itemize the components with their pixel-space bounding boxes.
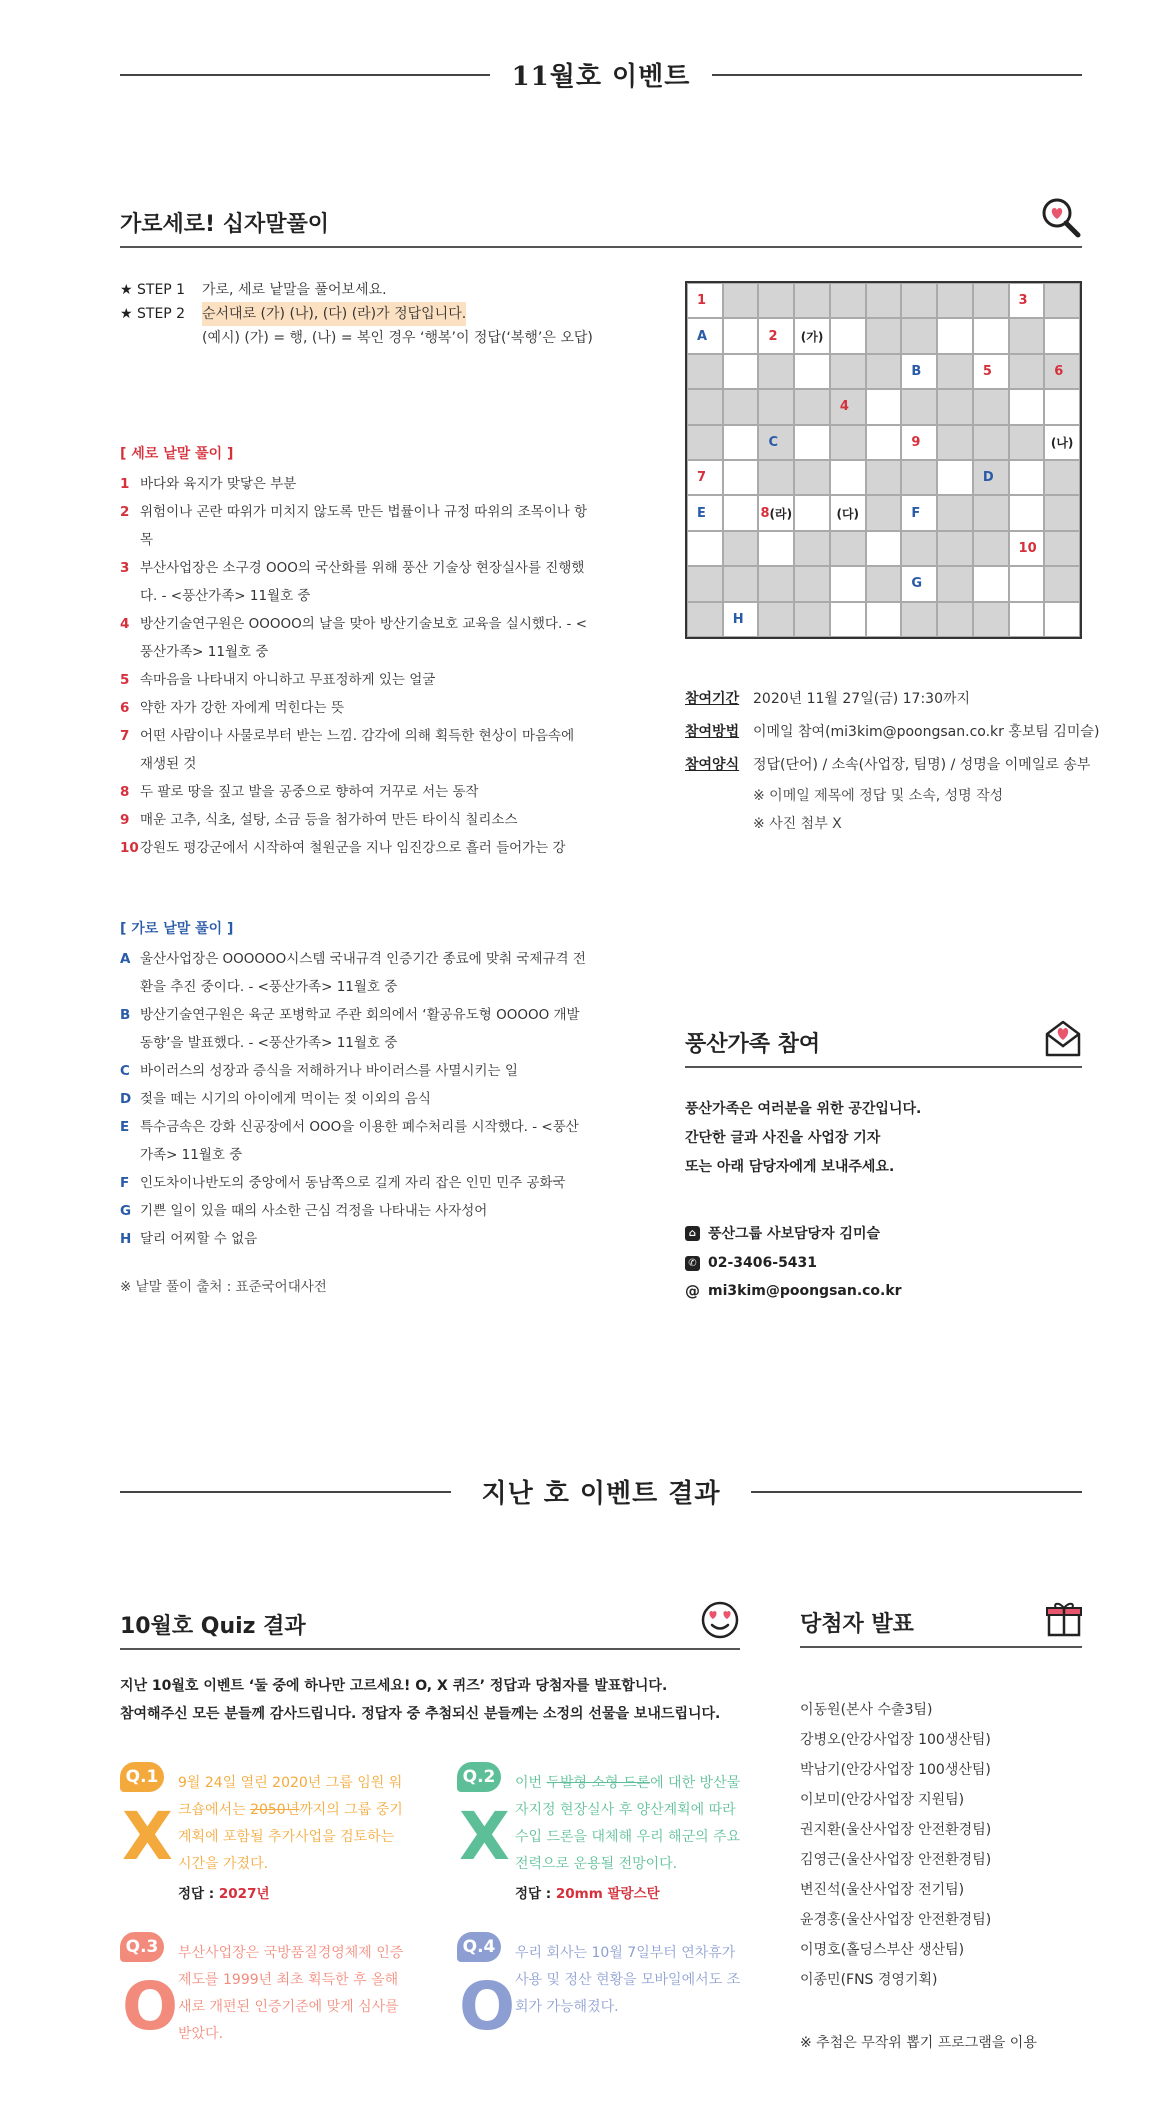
- family-heading: [685, 1018, 1082, 1068]
- november-event-title: 11월호 이벤트: [511, 62, 691, 92]
- step2-label: ★ STEP 2: [120, 306, 186, 322]
- grid-cell: [1044, 318, 1080, 353]
- vertical-clue: [120, 694, 590, 722]
- grid-label: A: [697, 328, 708, 344]
- grid-cell: [1009, 495, 1045, 530]
- q3-badge: Q.3: [120, 1932, 164, 1962]
- contact-name: 풍산그룹 사보담당자 김미슬: [708, 1226, 881, 1242]
- vertical-clue-number: 9: [120, 812, 130, 828]
- winners-title: 당첨자 발표: [800, 1612, 914, 1637]
- winner-entry: 박남기(안강사업장 100생산팀): [800, 1762, 991, 1778]
- grid-cell: [901, 354, 937, 389]
- grid-cell: [937, 283, 973, 318]
- gift-icon: [1046, 1600, 1082, 1638]
- grid-cell: [1009, 354, 1045, 389]
- grid-cell: [973, 602, 1009, 637]
- grid-label: (가): [800, 329, 824, 344]
- grid-cell: [937, 389, 973, 424]
- grid-cell: [758, 389, 794, 424]
- grid-label: F: [911, 505, 921, 521]
- grid-cell: [901, 318, 937, 353]
- grid-label: H: [732, 611, 744, 627]
- grid-cell: [1009, 460, 1045, 495]
- vertical-clue: [120, 806, 590, 834]
- grid-label: E: [697, 505, 706, 521]
- winners-note: ※ 추첨은 무작위 뽑기 프로그램을 이용: [800, 2035, 1037, 2051]
- step1-label: ★ STEP 1: [120, 282, 186, 298]
- grid-cell: [758, 460, 794, 495]
- grid-cell: [901, 460, 937, 495]
- grid-cell: [723, 425, 759, 460]
- horizontal-clue: [120, 945, 590, 1001]
- horizontal-clue: [120, 1197, 590, 1225]
- grid-cell: [687, 318, 723, 353]
- grid-cell: [794, 354, 830, 389]
- grid-cell: [830, 318, 866, 353]
- family-title: 풍산가족 참여: [685, 1032, 821, 1057]
- quiz-q3: [120, 1932, 410, 2067]
- grid-cell: [973, 318, 1009, 353]
- horizontal-clue-number: B: [120, 1007, 131, 1023]
- family-contacts: [685, 1223, 902, 1311]
- vertical-clue-text: 부산사업장은 소구경 OOO의 국산화를 위해 풍산 기술상 현장실사를 진행했다. - <풍산가족> 11월호 중: [140, 560, 585, 604]
- vertical-clue-number: 3: [120, 560, 130, 576]
- grid-cell: [687, 389, 723, 424]
- grid-cell: [937, 460, 973, 495]
- crossword-title: 가로세로! 십자말풀이: [120, 212, 329, 237]
- grid-cell: [1009, 283, 1045, 318]
- at-icon: @: [685, 1282, 700, 1300]
- grid-cell: [687, 602, 723, 637]
- q4-question: 우리 회사는 10월 7일부터 연차휴가 사용 및 정산 현황을 모바일에서도 조회가 가능해졌다.: [515, 1945, 741, 2015]
- participation-info: [685, 683, 1099, 838]
- q2-x-mark: X: [459, 1798, 510, 1875]
- vertical-clue-number: 5: [120, 672, 130, 688]
- grid-cell: [723, 495, 759, 530]
- horizontal-clue-text: 울산사업장은 OOOOOO시스템 국내규격 인증기간 종료에 맞춰 국제규격 전환을 추진 중이다. - <풍산가족> 11월호 중: [140, 951, 586, 995]
- grid-label: 10: [1018, 540, 1037, 556]
- vertical-clue-text: 매운 고추, 식초, 설탕, 소금 등을 첨가하여 만든 타이식 칠리소스: [140, 812, 518, 828]
- q3-o-mark: O: [122, 1968, 179, 2045]
- grid-label: B: [911, 363, 922, 379]
- quiz-result-intro: [120, 1672, 720, 1728]
- grid-cell: [1044, 354, 1080, 389]
- grid-cell: [901, 602, 937, 637]
- vertical-clue: [120, 498, 590, 554]
- grid-cell: [1044, 460, 1080, 495]
- grid-label: 5: [982, 363, 992, 379]
- horizontal-clue-text: 달리 어찌할 수 없음: [140, 1231, 258, 1247]
- vertical-clue-text: 강원도 평강군에서 시작하여 철원군을 지나 임진강으로 흘러 들어가는 강: [140, 840, 566, 856]
- grid-cell: [723, 460, 759, 495]
- grid-cell: [794, 389, 830, 424]
- grid-cell: [687, 425, 723, 460]
- q1-x-mark: X: [122, 1798, 173, 1875]
- contact-phone[interactable]: 02-3406-5431: [708, 1255, 818, 1271]
- horizontal-clue-text: 인도차이나반도의 중앙에서 동남쪽으로 길게 자리 잡은 인민 민주 공화국: [140, 1175, 566, 1191]
- step2-example: (예시) (가) = 행, (나) = 복인 경우 ‘행복’이 정답(‘복행’은 오답): [202, 330, 593, 346]
- grid-cell: [937, 318, 973, 353]
- quiz-q2: [457, 1762, 747, 1912]
- grid-cell: [687, 460, 723, 495]
- grid-cell: [758, 566, 794, 601]
- grid-cell: [866, 602, 902, 637]
- horizontal-clue: [120, 1169, 590, 1197]
- grid-cell: [830, 354, 866, 389]
- grid-label: 4: [839, 399, 849, 415]
- grid-cell: [830, 566, 866, 601]
- grid-cell: [794, 495, 830, 530]
- grid-cell: [1044, 531, 1080, 566]
- q3-question: 부산사업장은 국방품질경영체제 인증제도를 1999년 최초 획득한 후 올해 새로 개편된 인증기준에 맞게 심사를 받았다.: [178, 1945, 404, 2042]
- horizontal-clue-text: 젖을 떼는 시기의 아이에게 먹이는 젖 이외의 음식: [140, 1091, 431, 1107]
- grid-cell: [794, 602, 830, 637]
- quiz-q4: [457, 1932, 747, 2067]
- winner-entry: 이동원(본사 수출3팀): [800, 1702, 933, 1718]
- phone-icon: ✆: [685, 1256, 700, 1271]
- grid-label: D: [982, 470, 994, 486]
- vertical-clue: [120, 470, 590, 498]
- grid-number: 8: [760, 505, 770, 521]
- grid-cell: [937, 495, 973, 530]
- grid-cell: [901, 495, 937, 530]
- grid-cell: [1009, 425, 1045, 460]
- grid-cell: [866, 425, 902, 460]
- format-label: 참여양식: [685, 757, 740, 773]
- vertical-clue-number: 7: [120, 728, 130, 744]
- grid-cell: [794, 318, 830, 353]
- grid-cell: [723, 566, 759, 601]
- grid-cell: [937, 602, 973, 637]
- grid-cell: [866, 495, 902, 530]
- winners-heading: [800, 1600, 1082, 1648]
- horizontal-clue: [120, 1085, 590, 1113]
- grid-cell: [866, 389, 902, 424]
- vertical-clue: [120, 834, 590, 862]
- horizontal-clues: [120, 915, 590, 1253]
- grid-cell: [937, 566, 973, 601]
- horizontal-clue: [120, 1225, 590, 1253]
- contact-email[interactable]: mi3kim@poongsan.co.kr: [708, 1283, 902, 1299]
- horizontal-clues-header: [ 가로 낱말 풀이 ]: [120, 921, 234, 937]
- vertical-clue-text: 약한 자가 강한 자에게 먹힌다는 뜻: [140, 700, 345, 716]
- vertical-clue-number: 4: [120, 616, 130, 632]
- vertical-clue-number: 6: [120, 700, 130, 716]
- grid-label: 6: [1054, 363, 1064, 379]
- crossword-steps: [120, 278, 593, 350]
- grid-cell: [830, 389, 866, 424]
- grid-cell: [687, 566, 723, 601]
- grid-cell: [687, 531, 723, 566]
- grid-cell: [866, 531, 902, 566]
- quiz-result-title: 10월호 Quiz 결과: [120, 1614, 306, 1639]
- grid-cell: [1009, 531, 1045, 566]
- period-label: 참여기간: [685, 691, 740, 707]
- smile-heart-icon: [700, 1600, 740, 1640]
- winner-entry: 이종민(FNS 경영기획): [800, 1972, 938, 1988]
- horizontal-clue: [120, 1001, 590, 1057]
- grid-cell: [830, 531, 866, 566]
- grid-cell: [758, 318, 794, 353]
- grid-cell: [1044, 283, 1080, 318]
- november-event-header: [120, 56, 1082, 93]
- grid-cell: [901, 566, 937, 601]
- grid-cell: [794, 460, 830, 495]
- grid-cell: [723, 283, 759, 318]
- format-note-2: ※ 사진 첨부 X: [753, 816, 842, 832]
- family-line-1: 풍산가족은 여러분을 위한 공간입니다.: [685, 1101, 922, 1117]
- format-note-1: ※ 이메일 제목에 정답 및 소속, 성명 작성: [753, 788, 1004, 804]
- vertical-clue-text: 방산기술연구원은 OOOOO의 날을 맞아 방산기술보호 교육을 실시했다. - <풍산가족> 11월호 중: [140, 616, 587, 660]
- step2-text: 순서대로 (가) (나), (다) (라)가 정답입니다.: [202, 302, 466, 326]
- horizontal-clue-number: C: [120, 1063, 130, 1079]
- grid-label: (나): [1050, 435, 1074, 450]
- horizontal-clue-number: A: [120, 951, 131, 967]
- grid-cell: [973, 425, 1009, 460]
- grid-cell: [973, 495, 1009, 530]
- grid-cell: [937, 354, 973, 389]
- vertical-clue: [120, 610, 590, 666]
- format-value: 정답(단어) / 소속(사업장, 팀명) / 성명을 이메일로 송부: [753, 757, 1091, 773]
- grid-cell: [901, 283, 937, 318]
- grid-label: 2: [768, 328, 778, 344]
- vertical-clue-number: 1: [120, 476, 130, 492]
- vertical-clues-header: [ 세로 낱말 풀이 ]: [120, 446, 234, 462]
- vertical-clue-number: 10: [120, 840, 139, 856]
- winner-entry: 이명호(홀딩스부산 생산팀): [800, 1942, 965, 1958]
- grid-label: C: [768, 434, 778, 450]
- vertical-clue: [120, 778, 590, 806]
- winner-entry: 윤경홍(울산사업장 안전환경팀): [800, 1912, 992, 1928]
- winners-list: [800, 1695, 991, 1995]
- family-line-2: 간단한 글과 사진을 사업장 기자: [685, 1130, 881, 1146]
- q4-o-mark: O: [459, 1968, 516, 2045]
- horizontal-clue: [120, 1113, 590, 1169]
- vertical-clue-text: 위험이나 곤란 따위가 미치지 않도록 만든 법률이나 규정 따위의 조목이나 항목: [140, 504, 588, 548]
- family-line-3: 또는 아래 담당자에게 보내주세요.: [685, 1159, 895, 1175]
- quiz-q1: [120, 1762, 410, 1912]
- winner-entry: 변진석(울산사업장 전기팀): [800, 1882, 965, 1898]
- q2-badge: Q.2: [457, 1762, 501, 1792]
- q2-question: 이번 두발형 소형 드론에 대한 방산물자지정 현장실사 후 양산계획에 따라 수입 드론을 대체해 우리 해군의 주요 전력으로 운용될 전망이다.: [515, 1775, 741, 1872]
- quiz-intro-2: 참여해주신 모든 분들께 감사드립니다. 정답자 중 추첨되신 분들께는 소정의 선물을 보내드립니다.: [120, 1706, 721, 1722]
- horizontal-clue-number: E: [120, 1119, 130, 1135]
- vertical-clue-text: 속마음을 나타내지 아니하고 무표정하게 있는 얼굴: [140, 672, 436, 688]
- method-label: 참여방법: [685, 724, 740, 740]
- grid-cell: [758, 495, 794, 530]
- home-icon: ⌂: [685, 1226, 700, 1241]
- grid-cell: [937, 425, 973, 460]
- grid-cell: [723, 389, 759, 424]
- vertical-clue: [120, 554, 590, 610]
- grid-label: 7: [697, 470, 707, 486]
- grid-cell: [901, 531, 937, 566]
- grid-cell: [723, 531, 759, 566]
- period-value: 2020년 11월 27일(금) 17:30까지: [753, 691, 971, 707]
- horizontal-clue-text: 기쁜 일이 있을 때의 사소한 근심 걱정을 나타내는 사자성어: [140, 1203, 488, 1219]
- q1-badge: Q.1: [120, 1762, 164, 1792]
- grid-label: 3: [1018, 293, 1028, 309]
- grid-cell: [866, 566, 902, 601]
- grid-cell: [758, 425, 794, 460]
- search-heart-icon: [1040, 196, 1082, 238]
- grid-label: 9: [911, 434, 921, 450]
- grid-label: (다): [836, 506, 860, 521]
- grid-cell: [723, 354, 759, 389]
- grid-cell: [1009, 602, 1045, 637]
- winner-entry: 이보미(안강사업장 지원팀): [800, 1792, 965, 1808]
- grid-cell: [866, 354, 902, 389]
- grid-label: 1: [697, 293, 707, 309]
- grid-cell: [901, 425, 937, 460]
- vertical-clue-text: 바다와 육지가 맞닿은 부분: [140, 476, 297, 492]
- horizontal-clue-number: G: [120, 1203, 132, 1219]
- crossword-heading: [120, 196, 1082, 248]
- vertical-clue-text: 어떤 사람이나 사물로부터 받는 느낌. 감각에 의해 획득한 현상이 마음속에 재생된 것: [140, 728, 575, 772]
- grid-cell: [901, 389, 937, 424]
- grid-cell: [973, 283, 1009, 318]
- grid-cell: [794, 283, 830, 318]
- crossword-grid: [685, 281, 1082, 639]
- horizontal-clue-number: H: [120, 1231, 132, 1247]
- horizontal-clue-text: 방산기술연구원은 육군 포병학교 주관 회의에서 ‘활공유도형 OOOOO 개발 동향’을 발표했다. - <풍산가족> 11월호 중: [140, 1007, 580, 1051]
- grid-cell: [1009, 389, 1045, 424]
- vertical-clue-text: 두 팔로 땅을 짚고 발을 공중으로 향하여 거꾸로 서는 동작: [140, 784, 479, 800]
- grid-cell: [794, 531, 830, 566]
- horizontal-clue-number: F: [120, 1175, 130, 1191]
- grid-letter: (라): [769, 506, 793, 521]
- vertical-clue-number: 2: [120, 504, 130, 520]
- vertical-clue-number: 8: [120, 784, 130, 800]
- grid-cell: [973, 460, 1009, 495]
- grid-cell: [794, 566, 830, 601]
- vertical-clue: [120, 666, 590, 694]
- q1-answer: 정답 : 2027년: [178, 1886, 270, 1902]
- grid-cell: [723, 602, 759, 637]
- grid-cell: [973, 531, 1009, 566]
- method-value: 이메일 참여(mi3kim@poongsan.co.kr 홍보팀 김미슬): [753, 724, 1100, 740]
- step1-text: 가로, 세로 낱말을 풀어보세요.: [202, 282, 387, 298]
- grid-cell: [937, 531, 973, 566]
- grid-label: G: [911, 576, 923, 592]
- grid-cell: [758, 354, 794, 389]
- grid-cell: [830, 283, 866, 318]
- source-note: ※ 낱말 풀이 출처 : 표준국어대사전: [120, 1279, 327, 1295]
- grid-cell: [687, 354, 723, 389]
- grid-cell: [687, 283, 723, 318]
- horizontal-clue-text: 특수금속은 강화 신공장에서 OOO을 이용한 폐수처리를 시작했다. - <풍산가족> 11월호 중: [140, 1119, 579, 1163]
- grid-cell: [830, 425, 866, 460]
- grid-cell: [794, 425, 830, 460]
- grid-cell: [687, 495, 723, 530]
- horizontal-clue-number: D: [120, 1091, 132, 1107]
- grid-cell: [973, 354, 1009, 389]
- grid-cell: [830, 602, 866, 637]
- winner-entry: 김영근(울산사업장 안전환경팀): [800, 1852, 992, 1868]
- grid-cell: [1044, 566, 1080, 601]
- grid-cell: [1044, 389, 1080, 424]
- grid-cell: [830, 460, 866, 495]
- grid-cell: [830, 495, 866, 530]
- grid-cell: [866, 283, 902, 318]
- last-event-title: 지난 호 이벤트 결과: [481, 1479, 721, 1509]
- vertical-clues: [120, 440, 590, 862]
- q1-question: 9월 24일 열린 2020년 그룹 임원 워크숍에서는 2050년까지의 그룹 중기 계획에 포함될 추가사업을 검토하는 시간을 가졌다.: [178, 1775, 403, 1872]
- grid-cell: [1009, 566, 1045, 601]
- q2-answer: 정답 : 20mm 팔랑스탄: [515, 1886, 660, 1902]
- grid-cell: [866, 318, 902, 353]
- grid-cell: [1044, 425, 1080, 460]
- grid-cell: [973, 566, 1009, 601]
- grid-cell: [1044, 602, 1080, 637]
- grid-cell: [973, 389, 1009, 424]
- horizontal-clue: [120, 1057, 590, 1085]
- grid-cell: [758, 283, 794, 318]
- grid-cell: [1009, 318, 1045, 353]
- grid-cell: [758, 602, 794, 637]
- grid-cell: [866, 460, 902, 495]
- family-description: [685, 1095, 921, 1182]
- winner-entry: 강병오(안강사업장 100생산팀): [800, 1732, 991, 1748]
- vertical-clue: [120, 722, 590, 778]
- grid-cell: [1044, 495, 1080, 530]
- envelope-heart-icon: [1044, 1018, 1082, 1058]
- grid-cell: [758, 531, 794, 566]
- quiz-intro-1: 지난 10월호 이벤트 ‘둘 중에 하나만 고르세요! O, X 퀴즈’ 정답과 당첨자를 발표합니다.: [120, 1678, 668, 1694]
- winner-entry: 권지환(울산사업장 안전환경팀): [800, 1822, 992, 1838]
- horizontal-clue-text: 바이러스의 성장과 증식을 저해하거나 바이러스를 사멸시키는 일: [140, 1063, 518, 1079]
- grid-cell: [723, 318, 759, 353]
- quiz-result-heading: [120, 1600, 740, 1650]
- q4-badge: Q.4: [457, 1932, 501, 1962]
- last-event-header: [120, 1473, 1082, 1510]
